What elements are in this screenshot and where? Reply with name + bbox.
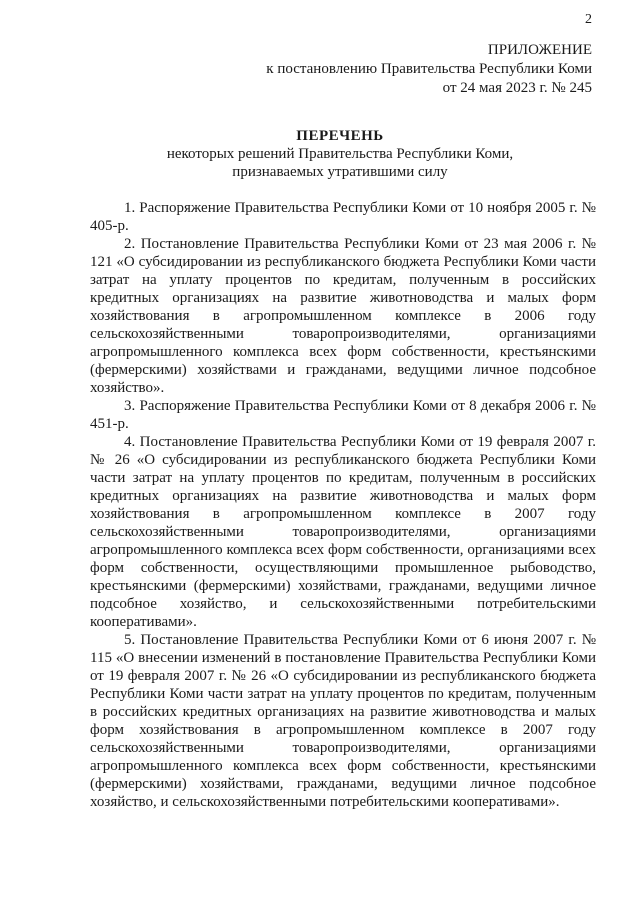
- annex-date: от 24 мая 2023 г. № 245: [442, 80, 592, 96]
- page-number: 2: [585, 12, 592, 27]
- annex-title: ПРИЛОЖЕНИЕ: [487, 42, 592, 58]
- list-item: 1. Распоряжение Правительства Республики Коми от 10 ноября 2005 г. № 405-р.: [90, 200, 596, 234]
- list-item: 5. Постановление Правительства Республики Коми от 6 июня 2007 г. № 115 «О внесении изменений в постановление Правительства Республики Коми от 19 февраля 2007 г. № 26 «О субсидировании из республиканского бюджета Республики Коми части затрат на уплату процентов по кредитам, полученным в российских кредитных организациях на развитие животноводства и малых форм хозяйствования в агропромышленном комплексе в 2007 году сельскохозяйственными товаропроизводителями, организациями агропромышленного комплекса всех форм собственности, крестьянскими (фермерскими) хозяйствами, гражданами, ведущими личное подсобное хозяйство, и сельскохозяйственными потребительскими кооперативами».: [90, 632, 596, 810]
- annex-header: [266, 41, 592, 98]
- title-subtitle-line-1: некоторых решений Правительства Республики Коми,: [166, 146, 514, 162]
- list-item: 3. Распоряжение Правительства Республики Коми от 8 декабря 2006 г. № 451-р.: [90, 398, 596, 432]
- document-title: [0, 127, 640, 181]
- title-subtitle-line-2: признаваемых утратившими силу: [232, 164, 448, 180]
- annex-reference: к постановлению Правительства Республики Коми: [266, 61, 592, 77]
- document-body: [90, 199, 596, 811]
- title-heading: ПЕРЕЧЕНЬ: [296, 128, 384, 144]
- list-item: 4. Постановление Правительства Республики Коми от 19 февраля 2007 г. № 26 «О субсидировании из республиканского бюджета Республики Коми части затрат на уплату процентов по кредитам, полученным в российских кредитных организациях на развитие животноводства и малых форм хозяйствования в агропромышленном комплексе в 2007 году сельскохозяйственными товаропроизводителями, организациями агропромышленного комплекса всех форм собственности, организациями всех форм собственности, осуществляющими промышленное рыбоводство, крестьянскими (фермерскими) хозяйствами, гражданами, ведущими личное подсобное хозяйство, и сельскохозяйственными потребительскими кооперативами».: [90, 434, 596, 630]
- list-item: 2. Постановление Правительства Республики Коми от 23 мая 2006 г. № 121 «О субсидировании из республиканского бюджета Республики Коми части затрат на уплату процентов по кредитам, полученным в российских кредитных организациях на развитие животноводства и малых форм хозяйствования в агропромышленном комплексе в 2006 году сельскохозяйственными товаропроизводителями, организациями агропромышленного комплекса всех форм собственности, крестьянскими (фермерскими) хозяйствами и гражданами, ведущими личное подсобное хозяйство».: [90, 236, 596, 396]
